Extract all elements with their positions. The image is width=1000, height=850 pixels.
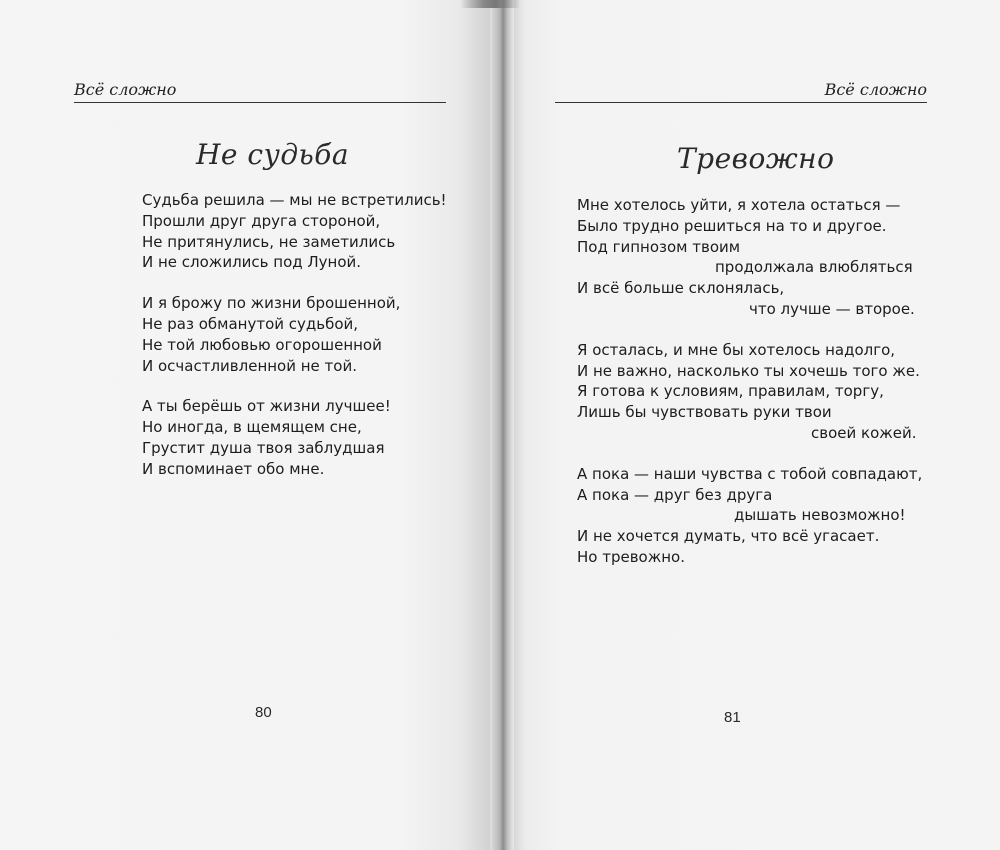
poem-line: Прошли друг друга стороной, bbox=[142, 211, 381, 230]
poem-line: А ты берёшь от жизни лучшее! bbox=[142, 397, 391, 416]
poem-line: Но тревожно. bbox=[577, 547, 685, 566]
poem-title: Не судьба bbox=[196, 138, 350, 171]
poem-line: И осчастливленной не той. bbox=[142, 356, 357, 375]
stanza bbox=[142, 396, 462, 479]
poem-line: Было трудно решиться на то и другое. bbox=[577, 216, 887, 235]
stanza bbox=[577, 340, 927, 444]
poem-line: Но иногда, в щемящем сне, bbox=[142, 418, 362, 437]
header-text: Всё сложно bbox=[74, 80, 177, 99]
poem-line: И не сложились под Луной. bbox=[142, 253, 362, 272]
stanza bbox=[577, 464, 927, 568]
poem-body bbox=[577, 195, 927, 568]
poem-line: И всё больше склонялась, bbox=[577, 279, 785, 298]
right-page bbox=[500, 0, 1000, 850]
running-header-left bbox=[74, 80, 446, 103]
running-header-right bbox=[555, 80, 927, 103]
poem-body bbox=[142, 190, 462, 480]
poem-line: И не важно, насколько ты хочешь того же. bbox=[577, 361, 920, 380]
poem-line: А пока — наши чувства с тобой совпадают, bbox=[577, 464, 923, 483]
poem-line: Мне хотелось уйти, я хотела остаться — bbox=[577, 196, 901, 214]
poem-title: Тревожно bbox=[677, 142, 835, 175]
page-number: 81 bbox=[724, 709, 741, 726]
poem-line: что лучше — второе. bbox=[749, 299, 915, 318]
poem-line: И вспоминает обо мне. bbox=[142, 459, 325, 478]
poem-line: Под гипнозом твоим bbox=[577, 237, 741, 256]
poem-line: Судьба решила — мы не встретились! bbox=[142, 191, 447, 209]
poem-line: Я готова к условиям, правилам, торгу, bbox=[577, 382, 884, 401]
poem-line: своей кожей. bbox=[811, 423, 917, 442]
page-number: 80 bbox=[255, 704, 272, 721]
stanza bbox=[142, 293, 462, 376]
poem-line: Грустит душа твоя заблудшая bbox=[142, 438, 385, 457]
poem-line: И не хочется думать, что всё угасает. bbox=[577, 527, 880, 546]
poem-line: И я брожу по жизни брошенной, bbox=[142, 294, 401, 313]
gutter-shadow bbox=[460, 0, 520, 8]
header-text: Всё сложно bbox=[824, 80, 927, 99]
poem-line: Лишь бы чувствовать руки твои bbox=[577, 403, 832, 422]
stanza bbox=[142, 190, 462, 273]
poem-line: Не раз обманутой судьбой, bbox=[142, 314, 359, 333]
poem-line: продолжала влюбляться bbox=[715, 258, 913, 277]
poem-line: дышать невозможно! bbox=[734, 506, 906, 525]
book-gutter bbox=[490, 0, 514, 850]
stanza bbox=[577, 195, 927, 320]
poem-line: Не притянулись, не заметились bbox=[142, 232, 396, 251]
poem-line: Не той любовью огорошенной bbox=[142, 335, 382, 354]
poem-line: А пока — друг без друга bbox=[577, 485, 773, 504]
poem-line: Я осталась, и мне бы хотелось надолго, bbox=[577, 340, 896, 359]
